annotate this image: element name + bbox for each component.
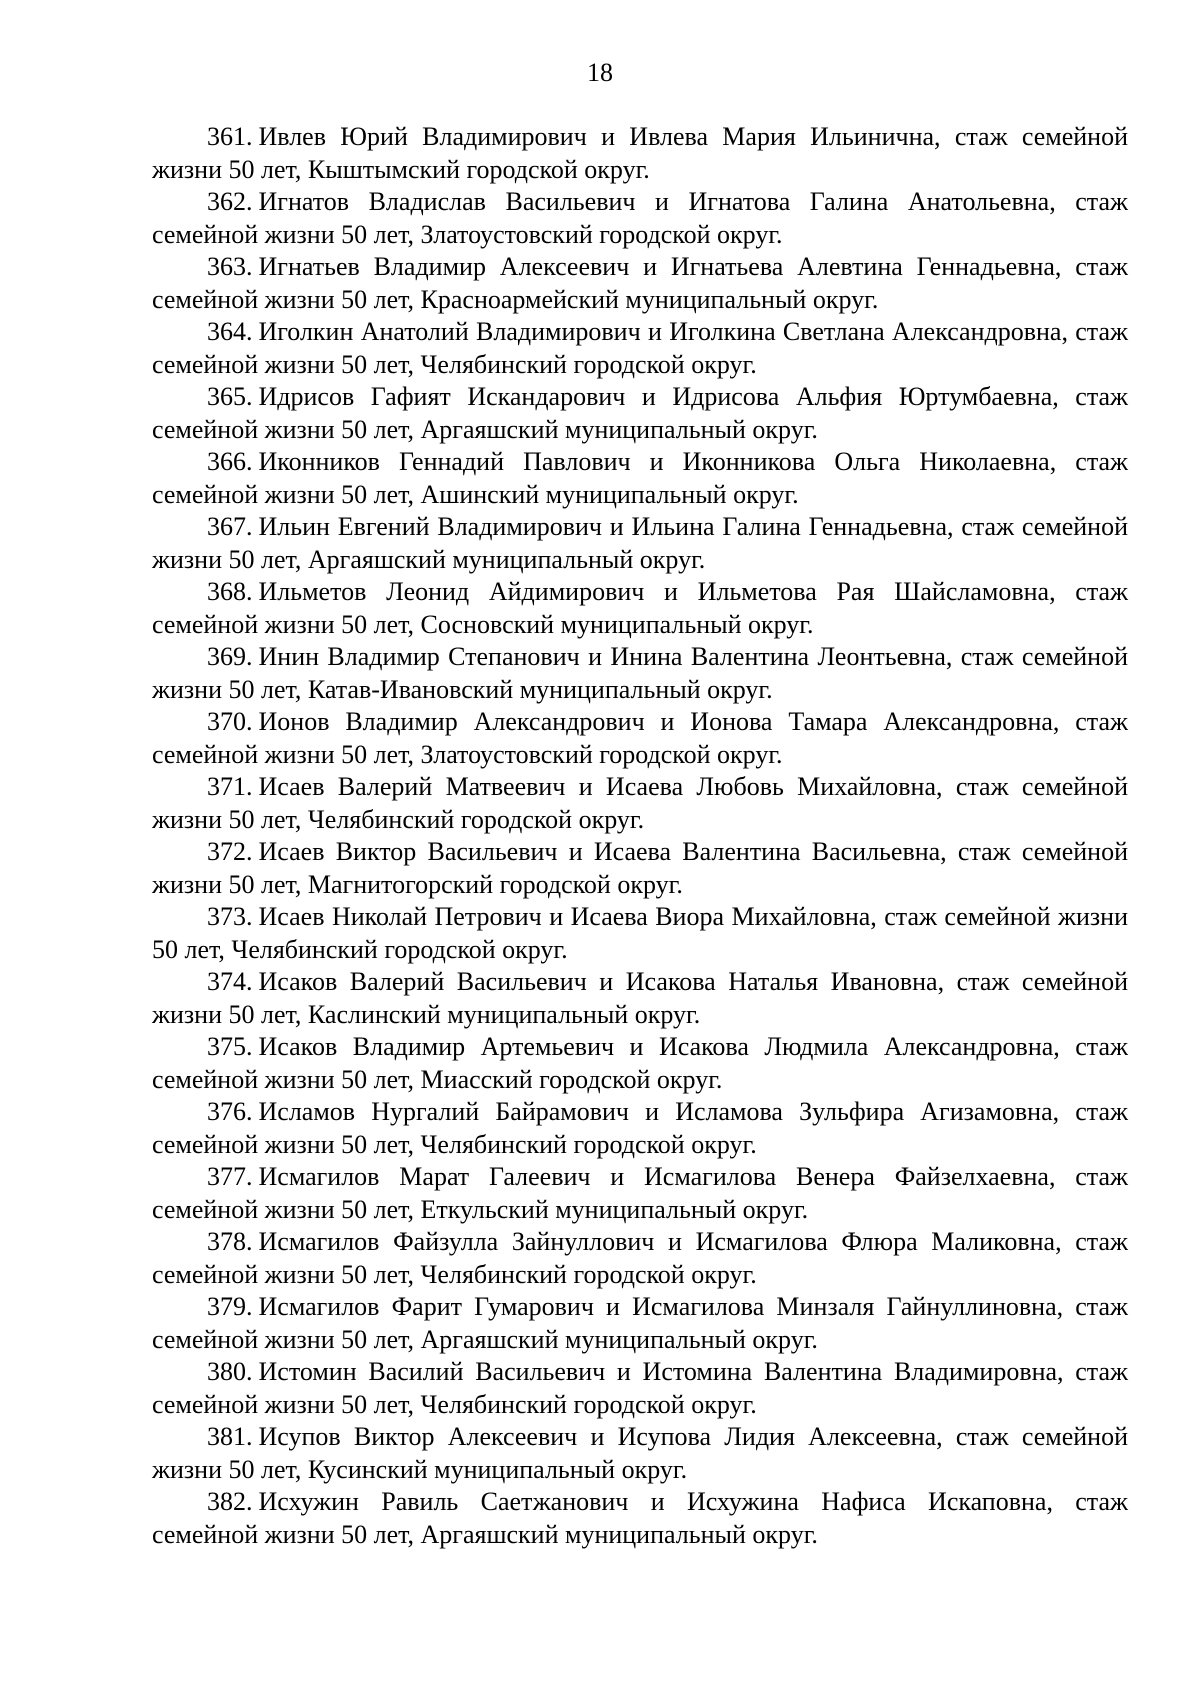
list-item (152, 1356, 1128, 1421)
entry-number: 362. (207, 187, 253, 216)
list-item (152, 641, 1128, 706)
entry-text: Исмагилов Файзулла Зайнуллович и Исмагилова Флюра Маликовна, стаж семейной жизни 50 лет, Челябинский городской округ. (152, 1227, 1128, 1289)
list-item (152, 511, 1128, 576)
entry-text: Истомин Василий Васильевич и Истомина Валентина Владимировна, стаж семейной жизни 50 лет, Челябинский городской округ. (152, 1357, 1128, 1419)
list-item (152, 1161, 1128, 1226)
list-item (152, 251, 1128, 316)
list-item (152, 836, 1128, 901)
entry-text: Ионов Владимир Александрович и Ионова Тамара Александровна, стаж семейной жизни 50 лет, Златоустовский городской округ. (152, 707, 1128, 769)
entry-text: Идрисов Гафият Искандарович и Идрисова Альфия Юртумбаевна, стаж семейной жизни 50 лет, Аргаяшский муниципальный округ. (152, 382, 1128, 444)
entry-number: 363. (207, 252, 253, 281)
entry-text: Исхужин Равиль Саетжанович и Исхужина Нафиса Искаповна, стаж семейной жизни 50 лет, Аргаяшский муниципальный округ. (152, 1487, 1128, 1549)
entry-text: Исупов Виктор Алексеевич и Исупова Лидия Алексеевна, стаж семейной жизни 50 лет, Кусинский муниципальный округ. (152, 1422, 1128, 1484)
entry-number: 370. (207, 707, 253, 736)
list-item (152, 966, 1128, 1031)
entry-text: Исаков Владимир Артемьевич и Исакова Людмила Александровна, стаж семейной жизни 50 лет, Миасский городской округ. (152, 1032, 1128, 1094)
list-item (152, 901, 1128, 966)
list-item (152, 576, 1128, 641)
entry-number: 368. (207, 577, 253, 606)
list-item (152, 771, 1128, 836)
entry-text: Игнатьев Владимир Алексеевич и Игнатьева Алевтина Геннадьевна, стаж семейной жизни 50 лет, Красноармейский муниципальный округ. (152, 252, 1128, 314)
list-item (152, 446, 1128, 511)
entry-number: 374. (207, 967, 253, 996)
list-item (152, 1226, 1128, 1291)
entry-number: 381. (207, 1422, 253, 1451)
entry-number: 367. (207, 512, 253, 541)
list-item (152, 1486, 1128, 1551)
entry-number: 365. (207, 382, 253, 411)
entry-text: Исаков Валерий Васильевич и Исакова Наталья Ивановна, стаж семейной жизни 50 лет, Каслинский муниципальный округ. (152, 967, 1128, 1029)
entry-text: Исаев Николай Петрович и Исаева Виора Михайловна, стаж семейной жизни 50 лет, Челябинский городской округ. (152, 902, 1128, 964)
entry-text: Ивлев Юрий Владимирович и Ивлева Мария Ильинична, стаж семейной жизни 50 лет, Кыштымский городской округ. (152, 122, 1128, 184)
list-item (152, 1031, 1128, 1096)
entry-number: 376. (207, 1097, 253, 1126)
entry-number: 375. (207, 1032, 253, 1061)
list-item (152, 706, 1128, 771)
page-number: 18 (587, 58, 613, 87)
entry-number: 379. (207, 1292, 253, 1321)
entry-number: 373. (207, 902, 253, 931)
entry-number: 372. (207, 837, 253, 866)
entry-number: 377. (207, 1162, 253, 1191)
entry-number: 366. (207, 447, 253, 476)
list-item (152, 1096, 1128, 1161)
list-item (152, 381, 1128, 446)
entry-list (152, 121, 1128, 1551)
entry-text: Исмагилов Марат Галеевич и Исмагилова Венера Файзелхаевна, стаж семейной жизни 50 лет, Еткульский муниципальный округ. (152, 1162, 1128, 1224)
entry-number: 380. (207, 1357, 253, 1386)
entry-text: Ильметов Леонид Айдимирович и Ильметова Рая Шайсламовна, стаж семейной жизни 50 лет, Сосновский муниципальный округ. (152, 577, 1128, 639)
entry-text: Исламов Нургалий Байрамович и Исламова Зульфира Агизамовна, стаж семейной жизни 50 лет, Челябинский городской округ. (152, 1097, 1128, 1159)
entry-text: Ильин Евгений Владимирович и Ильина Галина Геннадьевна, стаж семейной жизни 50 лет, Аргаяшский муниципальный округ. (152, 512, 1128, 574)
entry-text: Исаев Валерий Матвеевич и Исаева Любовь Михайловна, стаж семейной жизни 50 лет, Челябинский городской округ. (152, 772, 1128, 834)
entry-number: 378. (207, 1227, 253, 1256)
entry-number: 361. (207, 122, 253, 151)
entry-number: 364. (207, 317, 253, 346)
list-item (152, 121, 1128, 186)
entry-text: Исаев Виктор Васильевич и Исаева Валентина Васильевна, стаж семейной жизни 50 лет, Магнитогорский городской округ. (152, 837, 1128, 899)
entry-text: Инин Владимир Степанович и Инина Валентина Леонтьевна, стаж семейной жизни 50 лет, Катав-Ивановский муниципальный округ. (152, 642, 1128, 704)
entry-text: Исмагилов Фарит Гумарович и Исмагилова Минзаля Гайнуллиновна, стаж семейной жизни 50 лет, Аргаяшский муниципальный округ. (152, 1292, 1128, 1354)
entry-number: 369. (207, 642, 253, 671)
entry-text: Игнатов Владислав Васильевич и Игнатова Галина Анатольевна, стаж семейной жизни 50 лет, Златоустовский городской округ. (152, 187, 1128, 249)
entry-number: 371. (207, 772, 253, 801)
list-item (152, 1421, 1128, 1486)
list-item (152, 186, 1128, 251)
list-item (152, 316, 1128, 381)
entry-text: Иголкин Анатолий Владимирович и Иголкина Светлана Александровна, стаж семейной жизни 50 лет, Челябинский городской округ. (152, 317, 1128, 379)
entry-number: 382. (207, 1487, 253, 1516)
entry-text: Иконников Геннадий Павлович и Иконникова Ольга Николаевна, стаж семейной жизни 50 лет, Ашинский муниципальный округ. (152, 447, 1128, 509)
list-item (152, 1291, 1128, 1356)
